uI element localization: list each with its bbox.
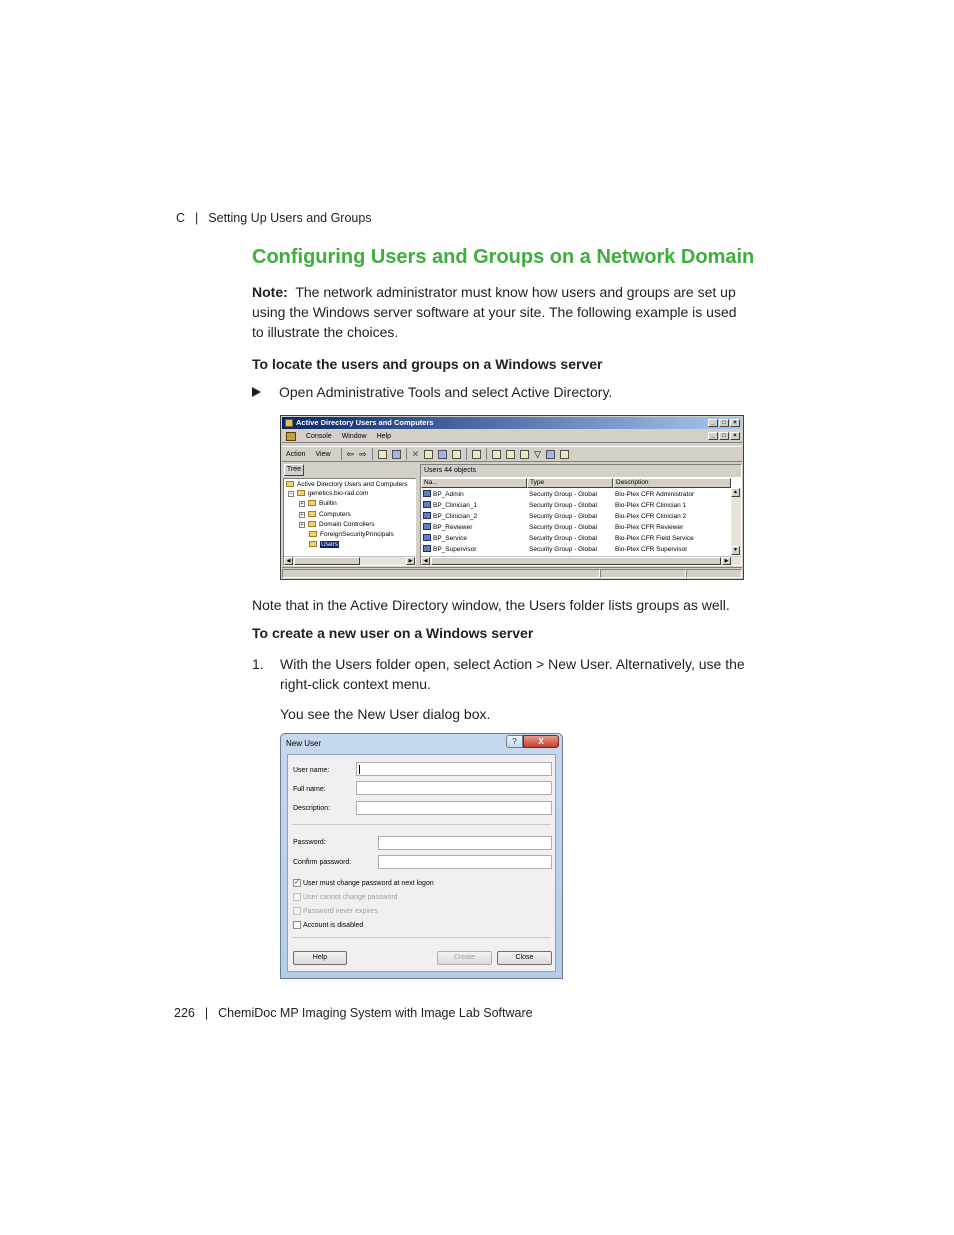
show-tree-icon[interactable] <box>392 450 401 459</box>
refresh-icon[interactable] <box>438 450 447 459</box>
menu-action[interactable]: Action <box>286 450 306 458</box>
description-label: Description: <box>293 805 330 812</box>
locate-bullet-text: Open Administrative Tools and select Active Directory. <box>279 384 613 400</box>
password-label: Password: <box>293 839 326 846</box>
export-list-icon[interactable] <box>452 450 461 459</box>
password-input[interactable] <box>378 836 552 850</box>
find-icon[interactable] <box>546 450 555 459</box>
step-number: 1. <box>252 656 264 672</box>
scroll-thumb[interactable] <box>431 557 721 565</box>
tree-item-root[interactable]: Active Directory Users and Computers <box>286 481 408 489</box>
dialog-body <box>287 754 556 972</box>
help-icon[interactable] <box>472 450 481 459</box>
locate-heading: To locate the users and groups on a Windows server <box>252 356 603 372</box>
help-button[interactable]: Help <box>293 951 347 965</box>
ad-menubar <box>282 430 742 443</box>
scroll-right-icon[interactable]: ▶ <box>722 557 731 565</box>
child-restore-icon[interactable]: □ <box>719 432 729 440</box>
menu-console[interactable]: Console <box>306 432 332 440</box>
scroll-down-icon[interactable]: ▼ <box>731 546 740 555</box>
description-input[interactable] <box>356 801 552 815</box>
delete-icon[interactable]: ✕ <box>411 448 420 459</box>
scroll-up-icon[interactable]: ▲ <box>731 488 740 497</box>
tree-hscrollbar[interactable] <box>284 556 415 565</box>
back-arrow-icon[interactable]: ⇦ <box>346 448 355 459</box>
list-header <box>421 478 731 488</box>
page-footer <box>174 1006 533 1020</box>
folder-icon <box>308 511 316 517</box>
section-name: Setting Up Users and Groups <box>208 211 372 225</box>
folder-icon <box>309 541 317 547</box>
chapter-letter: C <box>176 211 186 225</box>
dialog-title: New User <box>286 739 322 748</box>
child-minimize-icon[interactable]: _ <box>708 432 718 440</box>
tab-tree[interactable]: Tree <box>284 464 304 476</box>
tree-item-computers[interactable]: + Computers <box>300 511 351 518</box>
table-row[interactable]: BP_Admin Security Group - Global Bio-Plex CFR Administrator <box>421 489 731 500</box>
create-button[interactable]: Create <box>437 951 492 965</box>
toolbar-icons <box>341 448 570 460</box>
cannot-change-password-checkbox[interactable]: User cannot change password <box>293 893 398 901</box>
properties-icon[interactable] <box>424 450 433 459</box>
scroll-left-icon[interactable]: ◀ <box>284 557 293 565</box>
help-icon[interactable]: ? <box>506 735 523 748</box>
ad-statusbar <box>282 567 742 578</box>
list-pane <box>420 464 742 566</box>
new-user-icon[interactable] <box>492 450 501 459</box>
console-icon <box>286 432 296 441</box>
page-number: 226 <box>174 1006 195 1020</box>
child-close-icon[interactable]: × <box>730 432 740 440</box>
locate-bullet <box>252 384 612 400</box>
ad-title-text: Active Directory Users and Computers <box>296 418 434 427</box>
up-folder-icon[interactable] <box>378 450 387 459</box>
list-caption: Users 44 objects <box>421 465 741 477</box>
ad-root-icon <box>286 481 294 487</box>
header-separator: | <box>195 211 199 225</box>
must-change-password-checkbox[interactable]: ✓ User must change password at next logon <box>294 879 434 887</box>
folder-icon <box>308 500 316 506</box>
close-icon[interactable]: X <box>523 735 559 748</box>
column-description[interactable]: Description <box>613 478 731 488</box>
column-name[interactable]: Na... <box>421 478 527 488</box>
column-type[interactable]: Type <box>527 478 613 488</box>
folder-icon <box>309 531 317 537</box>
running-header <box>176 211 372 225</box>
group-icon <box>423 490 431 497</box>
menu-window[interactable]: Window <box>341 432 367 440</box>
book-title: ChemiDoc MP Imaging System with Image Lab Software <box>218 1006 533 1020</box>
dialog-intro: You see the New User dialog box. <box>280 706 491 722</box>
maximize-icon[interactable]: □ <box>719 419 729 427</box>
user-name-input[interactable] <box>356 762 552 776</box>
table-row[interactable]: BP_Supervisor Security Group - Global Bio-Plex CFR Supervisor <box>421 544 731 555</box>
folder-icon <box>308 521 316 527</box>
divider <box>292 937 551 938</box>
toolbar-separator <box>406 448 407 460</box>
password-never-expires-checkbox[interactable]: Password never expires <box>293 907 378 915</box>
tree-item-foreign-principals[interactable]: ForeignSecurityPrincipals <box>309 531 394 539</box>
note-label: Note: <box>252 284 288 300</box>
group-icon <box>423 501 431 508</box>
collapse-icon[interactable]: − <box>289 491 293 497</box>
group-icon <box>423 523 431 530</box>
close-icon[interactable]: × <box>730 419 740 427</box>
ad-titlebar <box>282 417 742 429</box>
group-icon <box>423 512 431 519</box>
table-row[interactable]: BP_Service Security Group - Global Bio-Plex CFR Field Service <box>421 533 731 544</box>
footer-separator: | <box>204 1006 209 1020</box>
tree-item-domain-controllers[interactable]: + Domain Controllers <box>300 521 375 528</box>
expand-icon[interactable]: + <box>300 512 304 518</box>
users-folder-note: Note that in the Active Directory window, the Users folder lists groups as well. <box>252 597 730 613</box>
table-row[interactable]: BP_Reviewer Security Group - Global Bio-Plex CFR Reviewer <box>421 522 731 533</box>
minimize-icon[interactable]: _ <box>708 419 718 427</box>
ad-app-icon <box>285 419 293 427</box>
group-icon <box>423 545 431 552</box>
tree-item-domain[interactable]: − genetics.bio-rad.com <box>289 490 369 497</box>
menu-view[interactable]: View <box>315 450 331 458</box>
filter-icon[interactable]: ▽ <box>534 448 542 459</box>
menu-help[interactable]: Help <box>376 432 391 440</box>
scroll-left-icon[interactable]: ◀ <box>421 557 430 565</box>
new-ou-icon[interactable] <box>520 450 529 459</box>
note-text: The network administrator must know how users and groups are set up using the Windows server software at your site. The following example is used to illustrate the choices. <box>252 284 737 340</box>
text-caret <box>359 765 360 774</box>
expand-icon[interactable]: + <box>300 501 304 507</box>
forward-arrow-icon[interactable]: ⇨ <box>359 448 367 459</box>
scroll-right-icon[interactable]: ▶ <box>406 557 415 565</box>
full-name-label: Full name: <box>293 786 326 793</box>
user-name-label: User name: <box>293 767 330 774</box>
table-row[interactable]: BP_Clinician_2 Security Group - Global Bio-Plex CFR Clinician 2 <box>421 511 731 522</box>
group-icon <box>423 534 431 541</box>
domain-icon <box>297 490 305 496</box>
ad-toolbar <box>282 446 742 462</box>
new-group-icon[interactable] <box>506 450 515 459</box>
list-vscrollbar[interactable] <box>731 488 741 555</box>
table-row[interactable]: BP_Clinician_1 Security Group - Global Bio-Plex CFR Clinician 1 <box>421 500 731 511</box>
tree-item-builtin[interactable]: + Builtin <box>300 500 337 507</box>
close-button[interactable]: Close <box>497 951 552 965</box>
toolbar-separator <box>466 448 467 460</box>
list-hscrollbar[interactable] <box>421 556 741 565</box>
account-disabled-checkbox[interactable]: Account is disabled <box>293 921 363 929</box>
divider <box>292 824 551 825</box>
create-heading: To create a new user on a Windows server <box>252 625 534 641</box>
scroll-thumb[interactable] <box>294 557 360 565</box>
add-to-group-icon[interactable] <box>560 450 569 459</box>
expand-icon[interactable]: + <box>300 522 304 528</box>
bullet-triangle-icon <box>252 387 261 397</box>
full-name-input[interactable] <box>356 781 552 795</box>
toolbar-separator <box>486 448 487 460</box>
tree-pane <box>283 478 416 566</box>
confirm-password-input[interactable] <box>378 855 552 869</box>
toolbar-separator <box>372 448 373 460</box>
toolbar-separator <box>341 448 342 460</box>
active-directory-window <box>280 415 744 580</box>
tree-item-users[interactable]: Users <box>309 541 339 549</box>
step-text: With the Users folder open, select Action > New User. Alternatively, use the right-click context menu. <box>280 656 745 692</box>
new-user-dialog <box>280 733 563 979</box>
note-paragraph <box>252 282 752 342</box>
checkmark-icon: ✓ <box>294 879 300 886</box>
confirm-password-label: Confirm password: <box>293 859 352 866</box>
page-title: Configuring Users and Groups on a Network Domain <box>252 246 755 268</box>
